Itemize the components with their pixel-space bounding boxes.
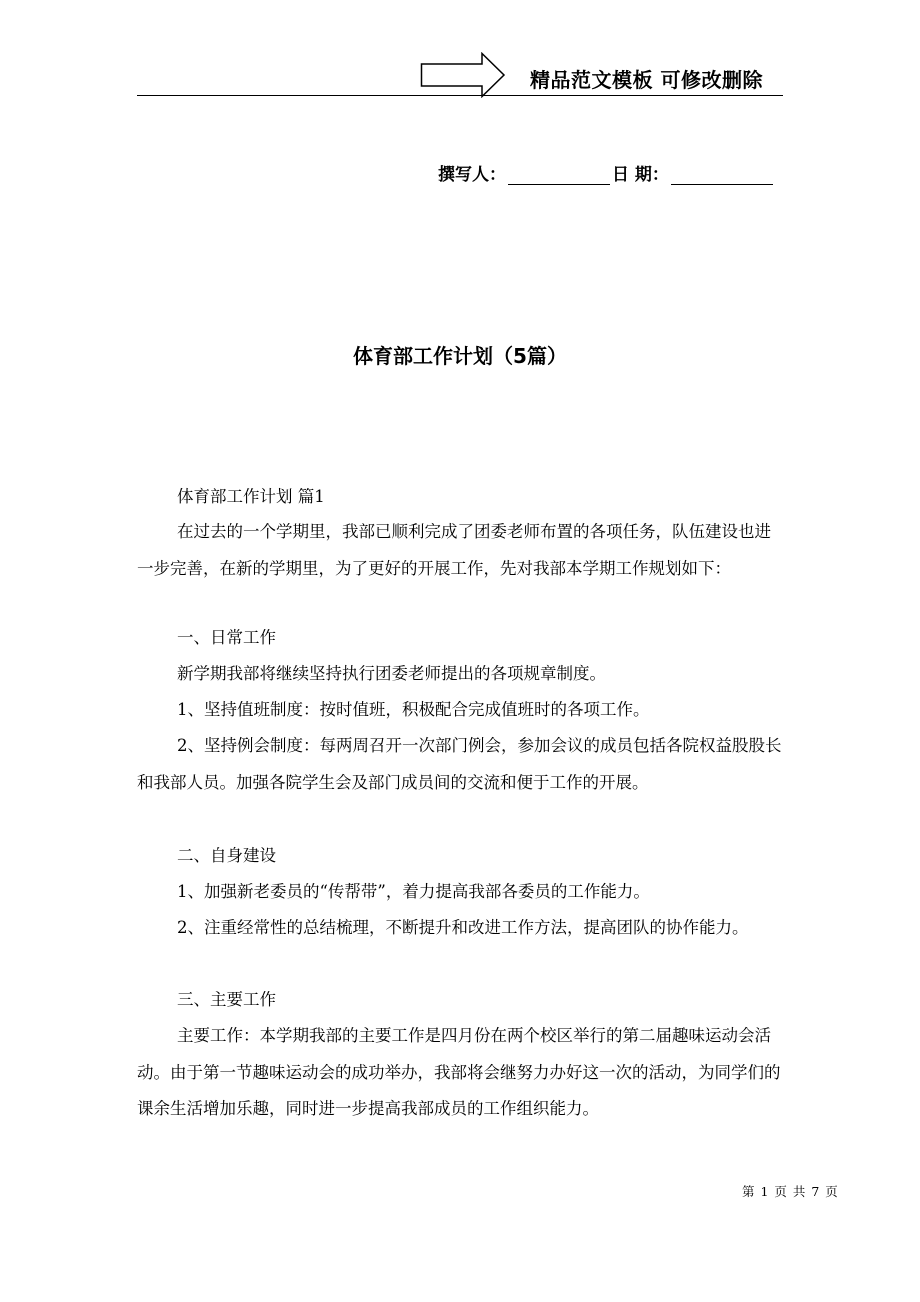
author-blank-line [508,166,610,185]
header-divider [137,95,783,96]
body-paragraph: 主要工作：本学期我部的主要工作是四月份在两个校区举行的第二届趣味运动会活动。由于第一节趣味运动会的成功举办，我部将会继努力办好这一次的活动，为同学们的课余生活增加乐趣，同时进一步提高我部成员的工作组织能力。 [137,1026,781,1118]
author-label: 撰写人： [438,165,506,185]
list-item: 2、坚持例会制度：每两周召开一次部门例会，参加会议的成员包括各院权益股股长和我部人员。加强各院学生会及部门成员间的交流和便于工作的开展。 [137,736,782,792]
list-item: 2、注重经常性的总结梳理，不断提升和改进工作方法，提高团队的协作能力。 [177,918,749,937]
byline [438,160,775,185]
date-blank-line [671,166,773,185]
body-paragraph: 新学期我部将继续坚持执行团委老师提出的各项规章制度。 [177,664,606,683]
section-heading: 一、日常工作 [177,628,276,647]
document-title: 体育部工作计划（5篇） [353,344,567,368]
section-heading: 二、自身建设 [177,846,276,865]
section-heading: 体育部工作计划 篇1 [177,487,325,506]
list-item: 1、坚持值班制度：按时值班，积极配合完成值班时的各项工作。 [177,700,650,719]
date-label: 日 期： [612,165,669,185]
list-item: 1、加强新老委员的“传帮带”，着力提高我部各委员的工作能力。 [177,882,650,901]
body-paragraph: 在过去的一个学期里，我部已顺利完成了团委老师布置的各项任务，队伍建设也进一步完善，在新的学期里，为了更好的开展工作，先对我部本学期工作规划如下： [137,522,771,578]
template-banner: 精品范文模板 可修改删除 [530,68,763,92]
arrow-icon [420,52,506,98]
page-indicator: 第 1 页 共 7 页 [742,1184,839,1199]
section-heading: 三、主要工作 [177,990,276,1009]
